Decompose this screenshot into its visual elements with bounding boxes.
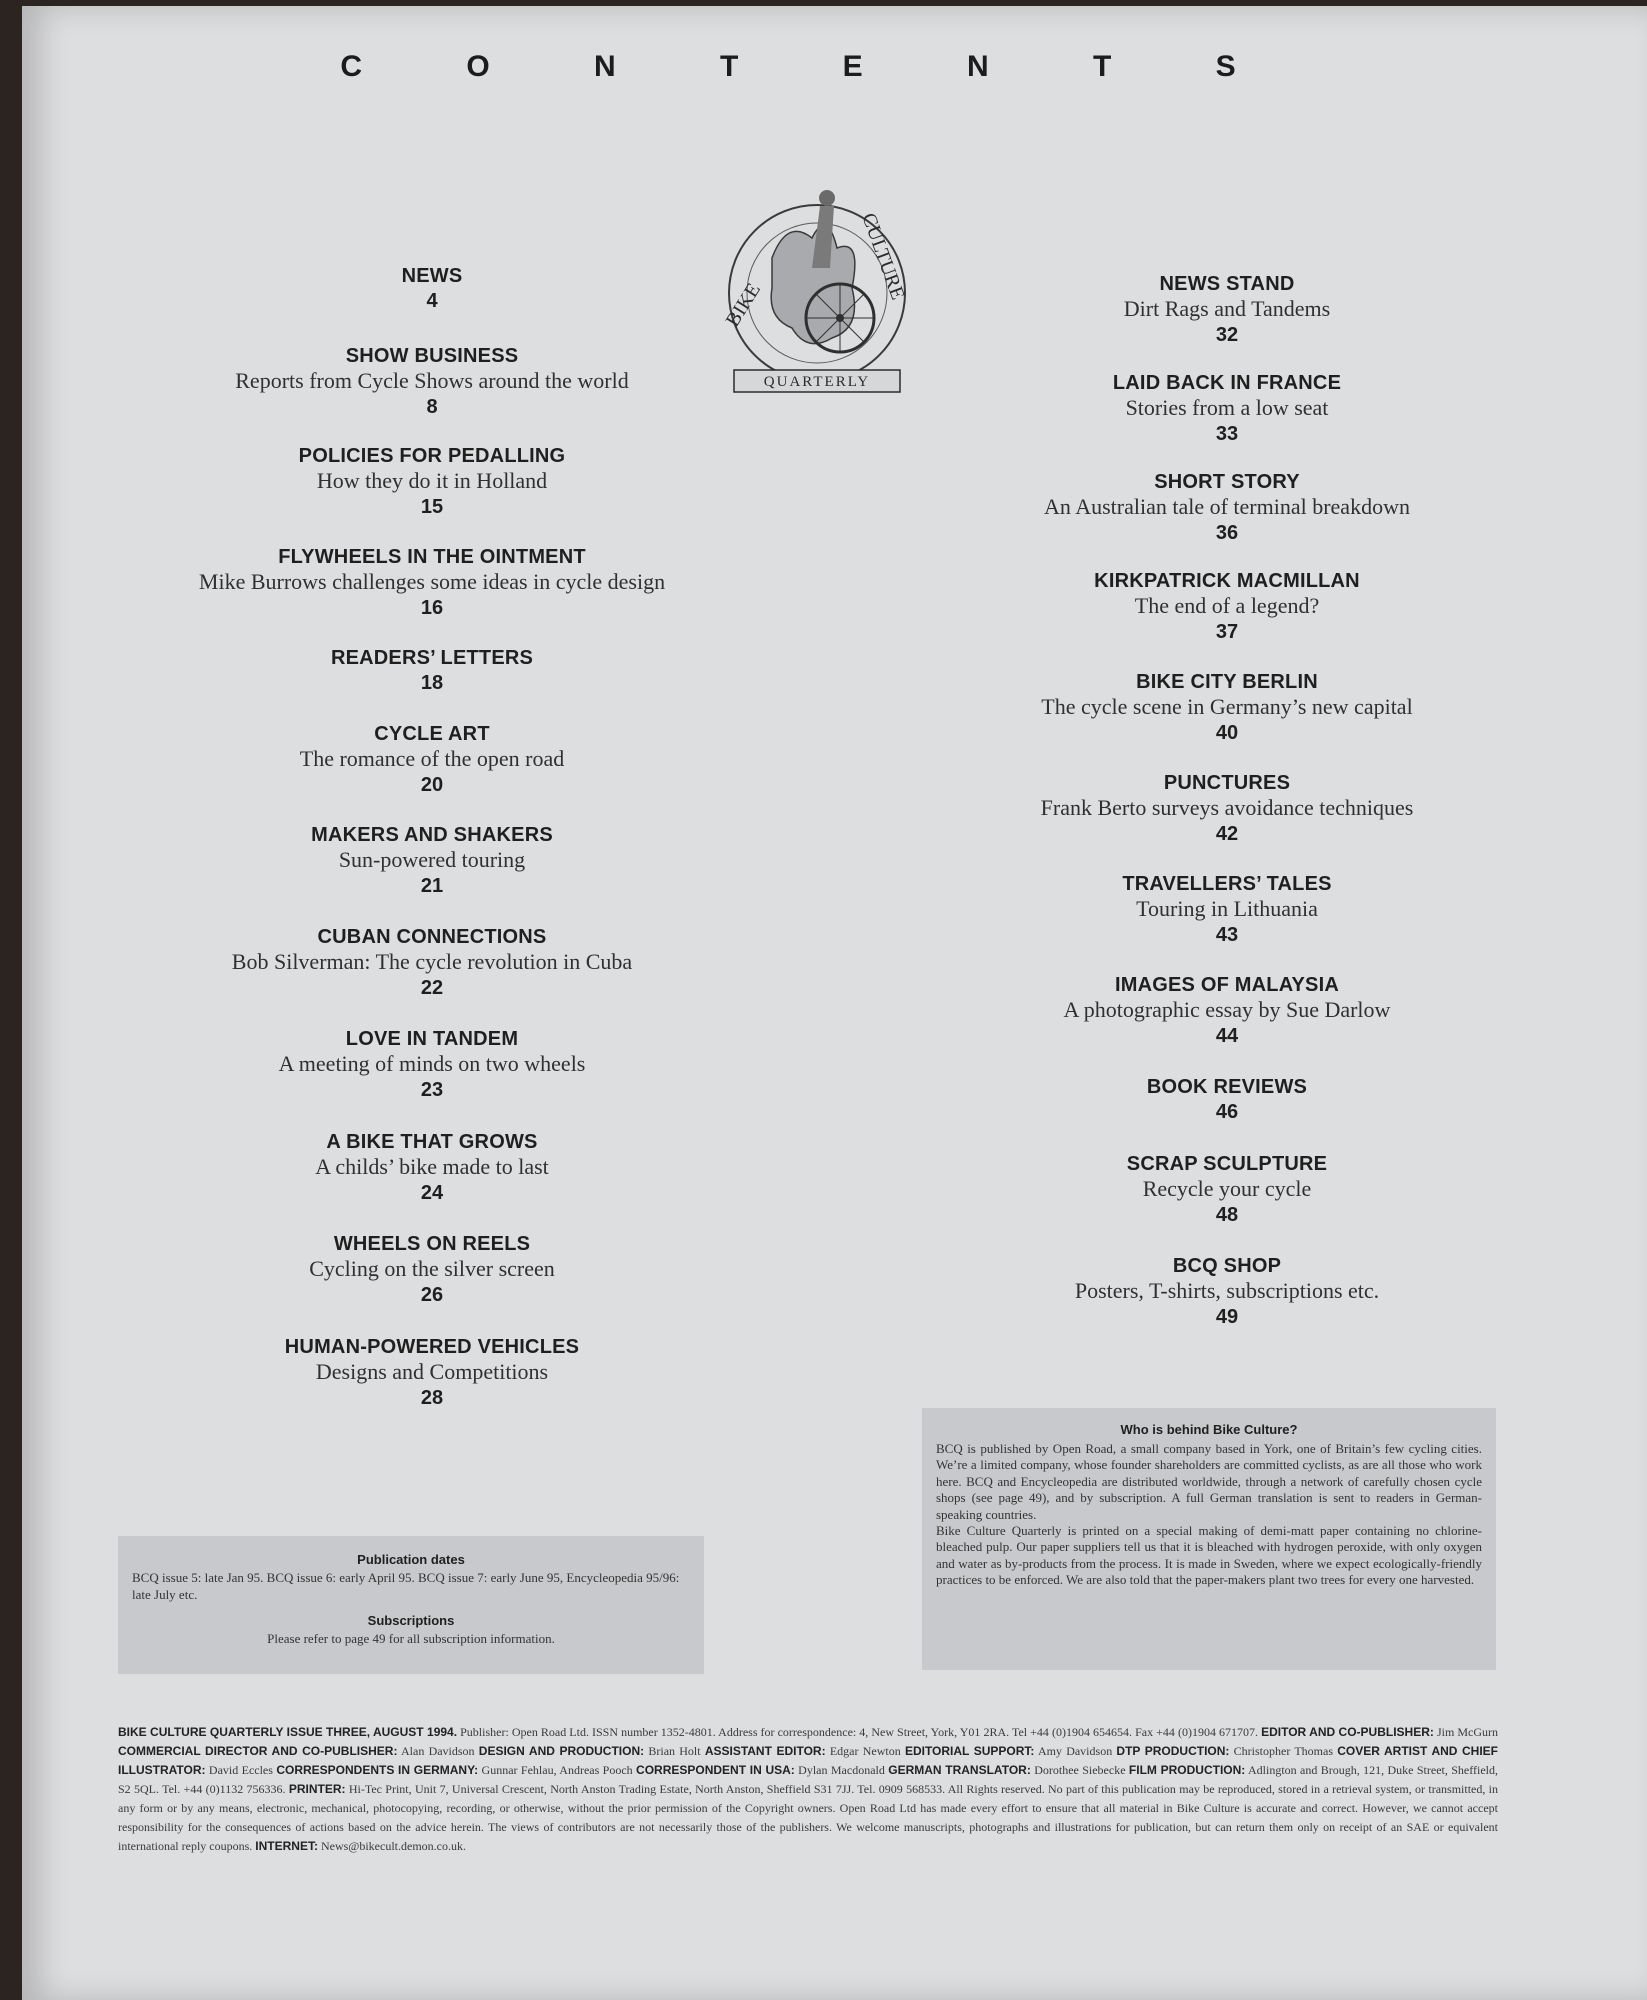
credits-text: Christopher Thomas: [1229, 1744, 1338, 1758]
entry-title: BCQ SHOP: [1172, 1255, 1282, 1277]
toc-entry[interactable]: [122, 444, 742, 520]
entry-title: BIKE CITY BERLIN: [1136, 671, 1318, 693]
entry-page: 16: [420, 597, 444, 619]
magazine-page: [22, 6, 1647, 2000]
credits-text: Dorothee Siebecke: [1030, 1763, 1129, 1777]
toc-entry[interactable]: [122, 545, 742, 621]
credits-label: DTP PRODUCTION:: [1116, 1744, 1230, 1758]
entry-title: SHOW BUSINESS: [345, 345, 519, 367]
toc-entry[interactable]: [917, 872, 1537, 948]
publication-dates-heading: Publication dates: [357, 1552, 465, 1567]
credits-issue: BIKE CULTURE QUARTERLY ISSUE THREE, AUGUST 1994.: [118, 1725, 458, 1739]
toc-entry[interactable]: [917, 670, 1537, 746]
credits-label: PRINTER:: [288, 1782, 346, 1796]
credits-text: David Eccles: [205, 1763, 277, 1777]
subscriptions-heading: Subscriptions: [367, 1613, 455, 1628]
toc-entry[interactable]: [122, 344, 742, 420]
entry-title: HUMAN-POWERED VEHICLES: [284, 1336, 580, 1358]
entry-description: A photographic essay by Sue Darlow: [1063, 997, 1391, 1022]
credits-email-link[interactable]: News@bikecult.demon.co.uk.: [317, 1839, 466, 1853]
toc-entry[interactable]: [917, 1254, 1537, 1330]
entry-description: Dirt Rags and Tandems: [1123, 296, 1331, 321]
entry-page: 20: [420, 774, 444, 796]
entry-description: Stories from a low seat: [1125, 395, 1329, 420]
page-title: C O N T E N T S: [340, 50, 1284, 83]
entry-title: SHORT STORY: [1154, 471, 1300, 493]
entry-description: Sun-powered touring: [338, 847, 526, 872]
credits-text: Dylan Macdonald: [794, 1763, 889, 1777]
entry-page: 23: [420, 1079, 444, 1101]
entry-page: 26: [420, 1284, 444, 1306]
entry-title: READERS’ LETTERS: [330, 647, 534, 669]
entry-title: POLICIES FOR PEDALLING: [298, 445, 566, 467]
entry-title: NEWS STAND: [1159, 273, 1295, 295]
entry-description: How they do it in Holland: [316, 468, 548, 493]
entry-title: WHEELS ON REELS: [333, 1233, 531, 1255]
entry-title: TRAVELLERS’ TALES: [1122, 873, 1332, 895]
toc-entry[interactable]: [917, 272, 1537, 348]
entry-title: FLYWHEELS IN THE OINTMENT: [278, 546, 586, 568]
entry-description: Mike Burrows challenges some ideas in cycle design: [198, 569, 666, 594]
toc-entry[interactable]: [122, 1130, 742, 1206]
entry-description: Reports from Cycle Shows around the world: [235, 368, 629, 393]
entry-title: BOOK REVIEWS: [1146, 1076, 1308, 1098]
entry-description: A childs’ bike made to last: [315, 1154, 549, 1179]
toc-entry[interactable]: [122, 264, 742, 314]
credits-text: Publisher: Open Road Ltd. ISSN number 1352-4801. Address for correspondence: 4, New Street, York, Y01 2RA. Tel +44 (0)1904 654654. Fax +44 (0)1904 671707.: [457, 1725, 1262, 1739]
credits-label: INTERNET:: [255, 1839, 318, 1853]
toc-entry[interactable]: [122, 646, 742, 696]
credits-imprint: [118, 1723, 1498, 1856]
credits-text: Jim McGurn: [1433, 1725, 1498, 1739]
logo-text-bike: BIKE: [721, 279, 765, 331]
entry-title: CYCLE ART: [374, 723, 490, 745]
bike-culture-quarterly-logo: [712, 178, 922, 408]
entry-page: 18: [420, 672, 444, 694]
credits-label: FILM PRODUCTION:: [1128, 1763, 1246, 1777]
credits-text: Adlington and Brough, 121, Duke Street, Sheffield, S2 5QL. Tel. +44 (0)1132 756336.: [118, 1763, 1498, 1796]
entry-title: KIRKPATRICK MACMILLAN: [1094, 570, 1360, 592]
who-paragraph-2: Bike Culture Quarterly is printed on a special making of demi-matt paper containing no chlorine-bleached pulp. Our paper suppliers tell us that it is bleached with hydrogen peroxide, with only oxygen and water as by-products from the process. It is made in Sweden, where we expect ecologically-friendly practices to be enforced. We are also told that the paper-makers plant two trees for every one harvested.: [936, 1523, 1482, 1588]
toc-entry[interactable]: [122, 722, 742, 798]
toc-entry[interactable]: [122, 823, 742, 899]
entry-description: An Australian tale of terminal breakdown: [1044, 494, 1410, 519]
entry-title: SCRAP SCULPTURE: [1126, 1153, 1328, 1175]
entry-page: 36: [1215, 522, 1239, 544]
entry-title: PUNCTURES: [1163, 772, 1291, 794]
toc-entry[interactable]: [122, 925, 742, 1001]
logo-text-culture: CULTURE: [857, 210, 909, 303]
toc-entry[interactable]: [122, 1232, 742, 1308]
entry-page: 44: [1215, 1025, 1239, 1047]
toc-entry[interactable]: [917, 569, 1537, 645]
entry-title: NEWS: [401, 265, 463, 287]
entry-description: Posters, T-shirts, subscriptions etc.: [1074, 1278, 1380, 1303]
credits-text: Edgar Newton: [825, 1744, 905, 1758]
entry-title: IMAGES OF MALAYSIA: [1115, 974, 1339, 996]
entry-description: Frank Berto surveys avoidance techniques: [1040, 795, 1414, 820]
publication-dates-box: [118, 1536, 704, 1674]
toc-entry[interactable]: [917, 371, 1537, 447]
credits-label: EDITOR AND CO-PUBLISHER:: [1261, 1725, 1434, 1739]
credits-text: Hi-Tec Print, Unit 7, Universal Crescent, North Anston Trading Estate, North Anston, Sheffield S31 7JJ. Tel. 0909 568533. All Rights reserved. No part of this publication may be reproduced, stored in a retrieval system, or transmitted, in any form or by any means, electronic, mechanical, photocopying, recording, or otherwise, without the prior permission of the Copyright owners. Open Road Ltd has made every effort to ensure that all material in Bike Culture is accurate and correct. However, we cannot accept responsibility for the consequences of actions based on the advice herein. The views of contributors are not necessarily those of the publishers. We welcome manuscripts, photographs and illustrations for publication, but can return them only on receipt of an SAE or equivalent international reply coupons.: [118, 1782, 1499, 1853]
entry-description: Recycle your cycle: [1142, 1176, 1312, 1201]
entry-description: Touring in Lithuania: [1136, 896, 1318, 921]
toc-entry[interactable]: [917, 771, 1537, 847]
entry-page: 8: [426, 396, 438, 418]
entry-page: 43: [1215, 924, 1239, 946]
entry-page: 33: [1215, 423, 1239, 445]
who-is-behind-box: [922, 1408, 1496, 1670]
entry-page: 46: [1215, 1101, 1239, 1123]
toc-entry[interactable]: [917, 1075, 1537, 1125]
credits-text: Amy Davidson: [1034, 1744, 1117, 1758]
credits-label: COMMERCIAL DIRECTOR AND CO-PUBLISHER:: [118, 1744, 398, 1758]
credits-label: CORRESPONDENT IN USA:: [636, 1763, 795, 1777]
toc-entry[interactable]: [917, 470, 1537, 546]
entry-page: 37: [1215, 621, 1239, 643]
entry-title: CUBAN CONNECTIONS: [317, 926, 547, 948]
credits-label: COVER ARTIST AND CHIEF ILLUSTRATOR:: [118, 1744, 1499, 1777]
entry-page: 42: [1215, 823, 1239, 845]
credits-label: ASSISTANT EDITOR:: [704, 1744, 826, 1758]
entry-page: 49: [1215, 1306, 1239, 1328]
entry-page: 32: [1215, 324, 1239, 346]
entry-description: Designs and Competitions: [315, 1359, 549, 1384]
credits-label: DESIGN AND PRODUCTION:: [478, 1744, 645, 1758]
toc-entry[interactable]: [122, 1335, 742, 1411]
subscriptions-text: Please refer to page 49 for all subscription information.: [267, 1631, 555, 1646]
credits-label: CORRESPONDENTS IN GERMANY:: [276, 1763, 479, 1777]
entry-title: MAKERS AND SHAKERS: [311, 824, 553, 846]
entry-description: The end of a legend?: [1134, 593, 1320, 618]
entry-page: 22: [420, 977, 444, 999]
publication-dates-text: BCQ issue 5: late Jan 95. BCQ issue 6: early April 95. BCQ issue 7: early June 95, Encycleopedia 95/96: late July etc.: [132, 1570, 680, 1602]
toc-entry[interactable]: [917, 973, 1537, 1049]
entry-description: The cycle scene in Germany’s new capital: [1041, 694, 1413, 719]
entry-description: Bob Silverman: The cycle revolution in Cuba: [231, 949, 633, 974]
entry-page: 24: [420, 1182, 444, 1204]
entry-title: LOVE IN TANDEM: [345, 1028, 519, 1050]
entry-description: A meeting of minds on two wheels: [278, 1051, 586, 1076]
entry-page: 15: [420, 496, 444, 518]
entry-page: 40: [1215, 722, 1239, 744]
credits-label: GERMAN TRANSLATOR:: [888, 1763, 1031, 1777]
entry-page: 48: [1215, 1204, 1239, 1226]
entry-description: The romance of the open road: [299, 746, 565, 771]
entry-title: A BIKE THAT GROWS: [326, 1131, 538, 1153]
credits-label: EDITORIAL SUPPORT:: [904, 1744, 1035, 1758]
entry-page: 28: [420, 1387, 444, 1409]
credits-text: Alan Davidson: [397, 1744, 479, 1758]
logo-banner-text: QUARTERLY: [763, 374, 871, 390]
entry-page: 4: [426, 290, 438, 312]
entry-description: Cycling on the silver screen: [309, 1256, 555, 1281]
who-heading: Who is behind Bike Culture?: [1120, 1422, 1298, 1437]
entry-title: LAID BACK IN FRANCE: [1112, 372, 1342, 394]
entry-page: 21: [420, 875, 444, 897]
toc-entry[interactable]: [917, 1152, 1537, 1228]
credits-text: Brian Holt: [644, 1744, 705, 1758]
who-paragraph-1: BCQ is published by Open Road, a small company based in York, one of Britain’s few cycling cities. We’re a limited company, whose founder shareholders are committed cyclists, as are all those who work here. BCQ and Encycleopedia are distributed worldwide, through a network of carefully chosen cycle shops (see page 49), and by subscription. A full German translation is sent to readers in German-speaking countries.: [936, 1441, 1482, 1522]
credits-text: Gunnar Fehlau, Andreas Pooch: [478, 1763, 637, 1777]
toc-entry[interactable]: [122, 1027, 742, 1103]
